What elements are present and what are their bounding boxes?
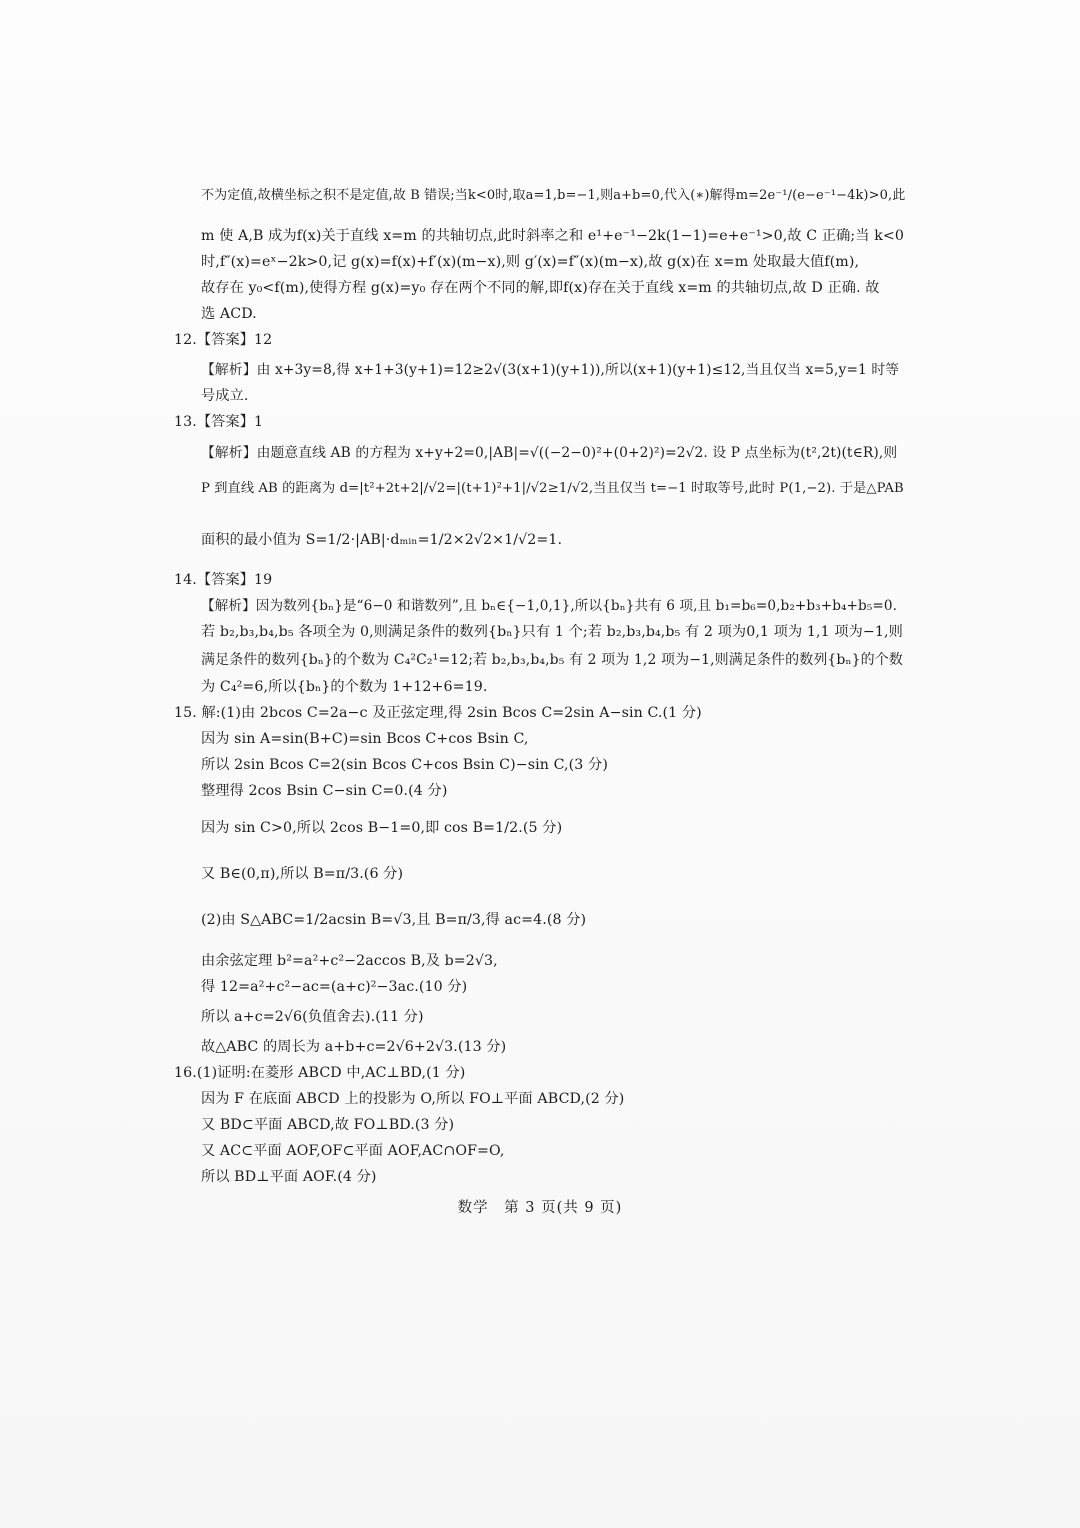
text-line: 所以 BD⊥平面 AOF.(4 分) <box>201 1169 377 1185</box>
text-line: 若 b₂,b₃,b₄,b₅ 各项全为 0,则满足条件的数列{bₙ}只有 1 个;若 b₂,b₃,b₄,b₅ 有 2 项为0,1 项为 1,1 项为−1,则 <box>201 624 903 640</box>
text-line: 所以 a+c=2√6(负值舍去).(11 分) <box>201 1009 424 1025</box>
text-line: 又 AC⊂平面 AOF,OF⊂平面 AOF,AC∩OF=O, <box>201 1143 505 1159</box>
text-line: 【解析】因为数列{bₙ}是“6−0 和谐数列”,且 bₙ∈{−1,0,1},所以{bₙ}共有 6 项,且 b₁=b₆=0,b₂+b₃+b₄+b₅=0. <box>201 598 898 614</box>
text-line: P 到直线 AB 的距离为 d=|t²+2t+2|/√2=|(t+1)²+1|/√2≥1/√2,当且仅当 t=−1 时取等号,此时 P(1,−2). 于是△PAB <box>201 481 904 496</box>
text-line: 满足条件的数列{bₙ}的个数为 C₄²C₂¹=12;若 b₂,b₃,b₄,b₅ 有 2 项为 1,2 项为−1,则满足条件的数列{bₙ}的个数 <box>201 652 903 668</box>
text-line: 又 BD⊂平面 ABCD,故 FO⊥BD.(3 分) <box>201 1117 455 1133</box>
text-line: 14.【答案】19 <box>174 572 273 588</box>
text-line: 号成立. <box>201 388 249 404</box>
text-line: m 使 A,B 成为f(x)关于直线 x=m 的共轴切点,此时斜率之和 e¹+e⁻¹−2k(1−1)=e+e⁻¹>0,故 C 正确;当 k<0 <box>201 228 905 244</box>
text-line: 面积的最小值为 S=1/2·|AB|·dₘᵢₙ=1/2×2√2×1/√2=1. <box>201 532 563 548</box>
text-line: (2)由 S△ABC=1/2acsin B=√3,且 B=π/3,得 ac=4.(8 分) <box>201 912 587 928</box>
text-line: 因为 sin A=sin(B+C)=sin Bcos C+cos Bsin C, <box>201 731 529 747</box>
text-line: 13.【答案】1 <box>174 414 264 430</box>
text-line: 整理得 2cos Bsin C−sin C=0.(4 分) <box>201 783 448 799</box>
text-line: 不为定值,故横坐标之积不是定值,故 B 错误;当k<0时,取a=1,b=−1,则a+b=0,代入(∗)解得m=2e⁻¹/(e−e⁻¹−4k)>0,此 <box>201 188 906 203</box>
page-footer: 数学 第 3 页(共 9 页) <box>457 1200 623 1216</box>
text-line: 时,f″(x)=eˣ−2k>0,记 g(x)=f(x)+f′(x)(m−x),则 g′(x)=f″(x)(m−x),故 g(x)在 x=m 处取最大值f(m), <box>201 254 860 270</box>
text-line: 16.(1)证明:在菱形 ABCD 中,AC⊥BD,(1 分) <box>174 1065 466 1081</box>
text-line: 15. 解:(1)由 2bcos C=2a−c 及正弦定理,得 2sin Bcos C=2sin A−sin C.(1 分) <box>174 705 702 721</box>
text-line: 因为 F 在底面 ABCD 上的投影为 O,所以 FO⊥平面 ABCD,(2 分) <box>201 1091 625 1107</box>
text-line: 【解析】由 x+3y=8,得 x+1+3(y+1)=12≥2√(3(x+1)(y+1)),所以(x+1)(y+1)≤12,当且仅当 x=5,y=1 时等 <box>201 362 900 378</box>
text-line: 由余弦定理 b²=a²+c²−2accos B,及 b=2√3, <box>201 953 498 969</box>
text-line: 得 12=a²+c²−ac=(a+c)²−3ac.(10 分) <box>201 979 468 995</box>
text-line: 所以 2sin Bcos C=2(sin Bcos C+cos Bsin C)−sin C,(3 分) <box>201 757 608 773</box>
text-line: 选 ACD. <box>201 306 257 322</box>
text-line: 因为 sin C>0,所以 2cos B−1=0,即 cos B=1/2.(5 分) <box>201 820 563 836</box>
text-line: 【解析】由题意直线 AB 的方程为 x+y+2=0,|AB|=√((−2−0)²+(0+2)²)=2√2. 设 P 点坐标为(t²,2t)(t∈R),则 <box>201 445 898 461</box>
text-line: 故存在 y₀<f(m),使得方程 g(x)=y₀ 存在两个不同的解,即f(x)存在关于直线 x=m 的共轴切点,故 D 正确. 故 <box>201 280 880 296</box>
text-line: 故△ABC 的周长为 a+b+c=2√6+2√3.(13 分) <box>201 1039 507 1055</box>
text-line: 又 B∈(0,π),所以 B=π/3.(6 分) <box>201 866 404 882</box>
text-line: 12.【答案】12 <box>174 332 273 348</box>
text-line: 为 C₄²=6,所以{bₙ}的个数为 1+12+6=19. <box>201 679 488 695</box>
